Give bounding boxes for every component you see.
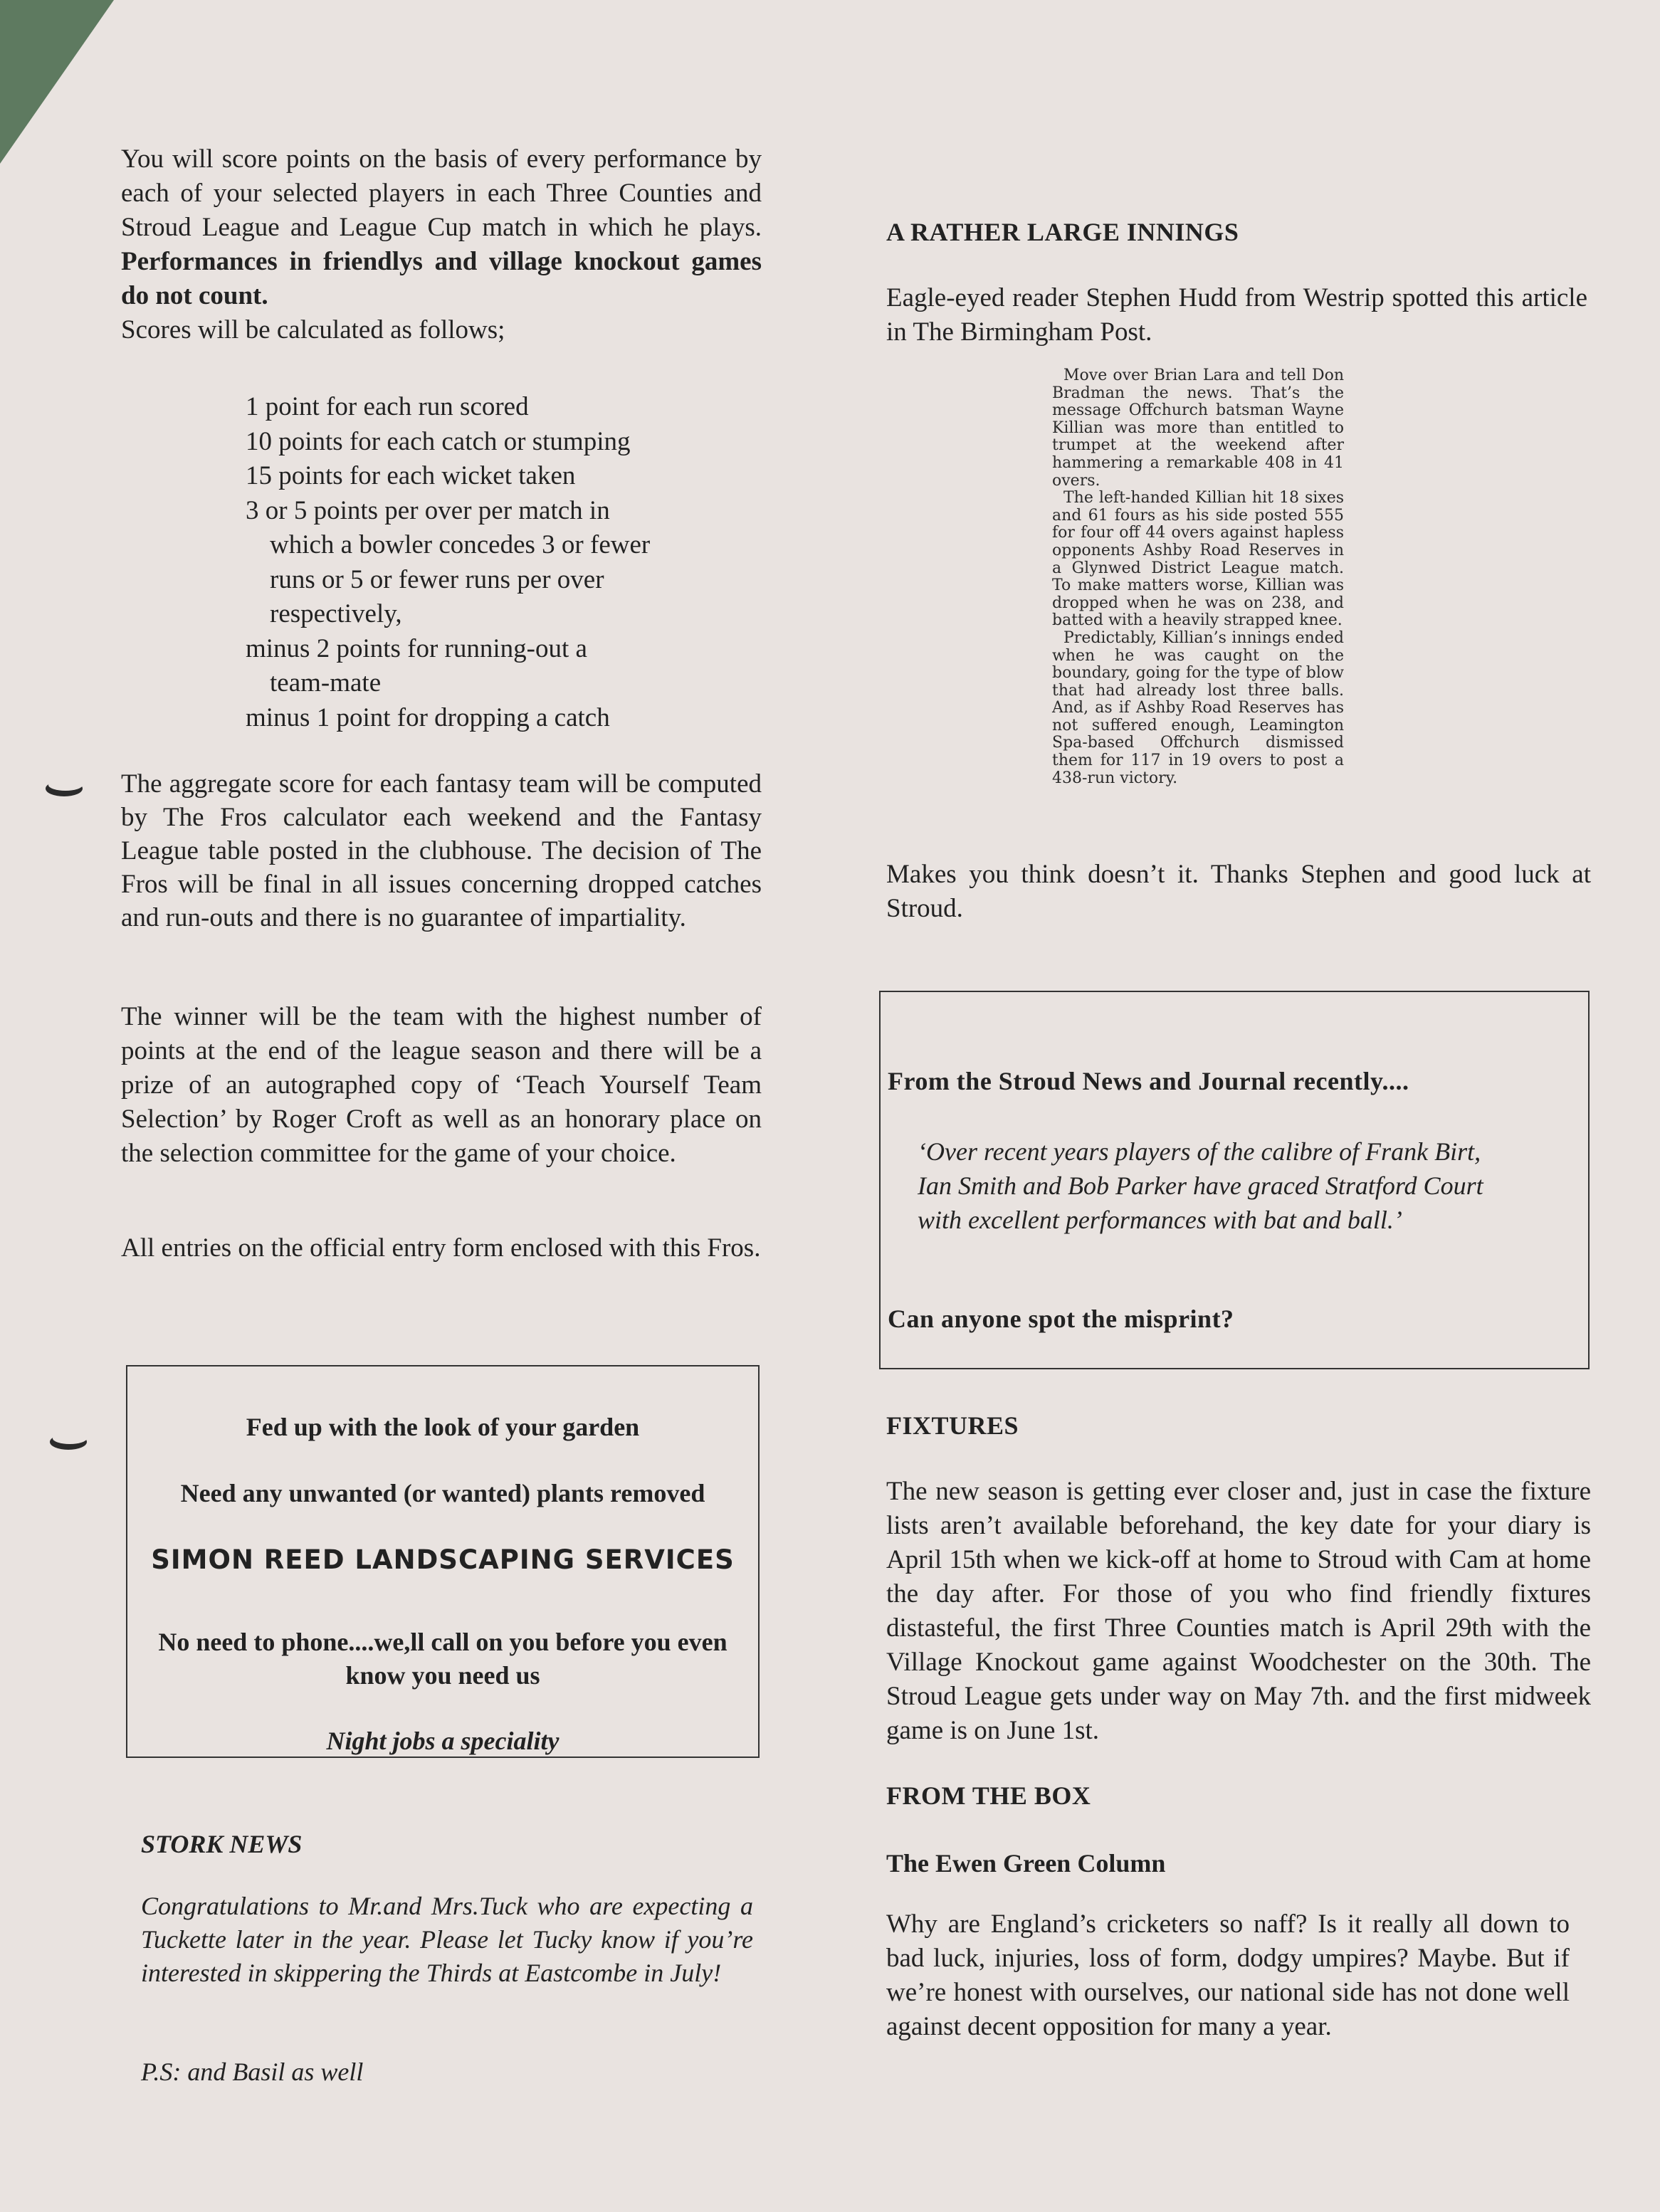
ps-note: P.S: and Basil as well <box>141 2058 364 2086</box>
advert-line-night: Night jobs a speciality <box>326 1727 560 1755</box>
intro-tail: Scores will be calculated as follows; <box>121 315 505 344</box>
news-quote: ‘Over recent years players of the calibre of Frank Birt, Ian Smith and Bob Parker have graced Stratford Court with excellent performances with bat and ball.’ <box>918 1137 1483 1234</box>
scoring-item: runs or 5 or fewer runs per over <box>270 564 604 594</box>
punch-hole-icon <box>48 1431 88 1452</box>
thanks-paragraph: Makes you think doesn’t it. Thanks Stephen and good luck at Stroud. <box>886 860 1591 923</box>
clipping-paragraph: Move over Brian Lara and tell Don Bradman the news. That’s the message Offchurch batsman Wayne Killian was more than entitled to trumpet at the weekend after hammering a remarkable 408 in 41 overs. <box>1052 367 1344 490</box>
punch-hole-icon <box>44 777 84 799</box>
table-surface-corner <box>0 0 114 164</box>
scoring-list <box>246 390 744 735</box>
innings-heading: A RATHER LARGE INNINGS <box>886 218 1239 246</box>
fantasy-intro <box>121 142 762 347</box>
intro-bold: Performances in friendlys and village knockout games do not count. <box>121 247 762 310</box>
clipping-paragraph: The left-handed Killian hit 18 sixes and 61 fours as his side posted 555 for four off 44 overs against hapless opponents Ashby Road Reserves in a Glynwed District League match. To make matters worse, Killian was dropped when he was on 238, and batted with a heavily strapped knee. <box>1052 489 1344 630</box>
advert-line-plants: Need any unwanted (or wanted) plants removed <box>180 1479 705 1507</box>
scoring-item: which a bowler concedes 3 or fewer <box>270 530 651 559</box>
intro-text: You will score points on the basis of every performance by each of your selected players in each Three Counties and Stroud League and League Cup match in which he plays. <box>121 144 762 242</box>
aggregate-paragraph: The aggregate score for each fantasy team will be computed by The Fros calculator each weekend and the Fantasy League table posted in the clubhouse. The decision of The Fros will be final in all issues concerning dropped catches and run-outs and there is no guarantee of impartiality. <box>121 769 762 932</box>
stroud-news-box <box>879 991 1590 1369</box>
entries-paragraph: All entries on the official entry form enclosed with this Fros. <box>121 1233 761 1263</box>
stork-heading: STORK NEWS <box>141 1830 303 1858</box>
scoring-item: 3 or 5 points per over per match in <box>246 495 610 525</box>
fixtures-paragraph: The new season is getting ever closer and, just in case the fixture lists aren’t available beforehand, the key date for your diary is April 15th when we kick-off at home to Stroud with Cam at home the day after. For those of you who find friendly fixtures distasteful, the first Three Counties match is April 29th with the Village Knockout game against Woodchester on the 30th. The Stroud League gets under way on May 7th. and the first midweek game is on June 1st. <box>886 1477 1591 1745</box>
scoring-item: respectively, <box>270 599 402 628</box>
stork-paragraph: Congratulations to Mr.and Mrs.Tuck who are expecting a Tuckette later in the year. Please let Tucky know if you’re interested in skippering the Thirds at Eastcombe in July! <box>141 1892 753 1987</box>
column-heading: The Ewen Green Column <box>886 1849 1166 1877</box>
column-paragraph: Why are England’s cricketers so naff? Is it really all down to bad luck, injuries, loss of form, dodgy umpires? Maybe. But if we’re honest with ourselves, our national side has not done well against decent opposition for many a year. <box>886 1910 1570 2041</box>
winner-paragraph: The winner will be the team with the highest number of points at the end of the league season and there will be a prize of an autographed copy of ‘Teach Yourself Team Selection’ by Roger Croft as well as an honorary place on the selection committee for the game of your choice. <box>121 1002 762 1168</box>
landscaping-advert <box>126 1365 760 1758</box>
advert-brand: SIMON REED LANDSCAPING SERVICES <box>151 1544 735 1575</box>
news-heading: From the Stroud News and Journal recently.... <box>888 1067 1409 1095</box>
clipping-paragraph: Predictably, Killian’s innings ended when he was caught on the boundary, going for the type of blow that had already lost three balls. And, as if Ashby Road Reserves has not suffered enough, Leamington Spa-based Offchurch dismissed them for 117 in 19 overs to post a 438-run victory. <box>1052 628 1344 787</box>
advert-line-phone: No need to phone....we,ll call on you before you even know you need us <box>158 1628 727 1690</box>
newspaper-clipping <box>1052 367 1344 787</box>
scoring-item: 1 point for each run scored <box>246 392 529 421</box>
box-heading: FROM THE BOX <box>886 1781 1091 1810</box>
scoring-item: 10 points for each catch or stumping <box>246 426 631 456</box>
scoring-item: 15 points for each wicket taken <box>246 461 576 490</box>
innings-intro: Eagle-eyed reader Stephen Hudd from Westrip spotted this article in The Birmingham Post. <box>886 283 1587 347</box>
scoring-item: minus 1 point for dropping a catch <box>246 702 610 732</box>
scoring-item: team-mate <box>270 668 382 697</box>
scoring-item: minus 2 points for running-out a <box>246 633 587 663</box>
fixtures-heading: FIXTURES <box>886 1411 1019 1440</box>
news-question: Can anyone spot the misprint? <box>888 1305 1234 1333</box>
advert-line-garden: Fed up with the look of your garden <box>246 1413 640 1441</box>
